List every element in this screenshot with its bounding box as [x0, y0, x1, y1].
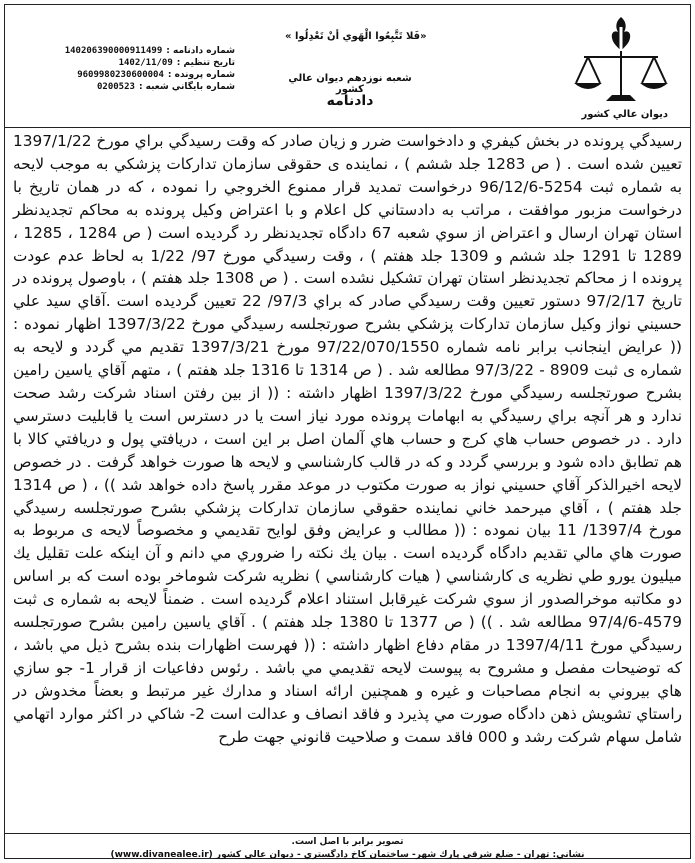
footer-divider: [5, 833, 690, 834]
meta-row: [15, 81, 235, 93]
branch-name: شعبه نوزدهم ديوان عالي كشور: [288, 73, 412, 95]
court-address: نشاني: تهران - ضلع شرقي پارك شهر- ساختمان كاخ دادگستري - ديوان عالي كشور (www.divanealee.ir): [110, 850, 585, 860]
meta-value: 1402/11/09: [118, 58, 173, 68]
document-header: [5, 5, 690, 127]
meta-label: تاريخ تنظيم :: [176, 58, 235, 68]
document-title: دادنامه: [326, 93, 374, 109]
verdict-body-text: رسيدگي پرونده در بخش كيفري و دادخواست ضرر و زيان صادر كه وقت رسيدگي براي مورخ 1397/1/22 تعيين شده است . ( ص 1283 جلد ششم ) ، نماينده ی حقوقی سازمان تداركات پزشكي به موجب لايحه به شماره ثبت 5254-96/12/6 درخواست تمديد قرار ممنوع الخروجي را نموده ، كه در همان تاريخ با درخواست مزبور موافقت ، مراتب به دادستاني كل اعلام و با اعتراض وكيل پرونده به محاكم تجديدنظر استان تهران ارسال و اعتراض از سوي شعبه 67 دادگاه تجديدنظر رد گرديده است ( ص 1284 ، 1285 ، 1289 تا 1291 جلد ششم و 1309 جلد هفتم ) ، وقت رسيدگي مورخ 97/ 1/22 به لحاظ عدم عودت پرونده ا ز محاكم تجديدنظر استان تهران تشكيل نشده است . ( ص 1308 جلد هفتم ) ، باوصول پرونده در تاريخ 97/2/17 دستور تعيين وقت رسيدگي صادر كه براي 97/3/ 22 تعيين گرديده است .آقاي سيد علي حسيني نواز وكيل سازمان تداركات پزشكي بشرح صورتجلسه رسيدگي مورخ 1397/3/22 اظهار نموده : (( عرايض اينجانب برابر نامه شماره 97/22/070/1550 مورخ 1397/3/21 تقديم مي گردد و لايحه به شماره ی ثبت 8909 - 97/3/22 مطالعه شد . ( ص 1314 تا 1316 جلد هفتم ) ، متهم آقاي ياسين رامين بشرح صورتجلسه رسيدگي مورخ 1397/3/22 اظهار داشته : (( از بين رفتن اسناد شركت رشد صحت ندارد و هر آنچه براي رسيدگي به ابهامات پرونده مورد نياز است يا در دسترس است يا قابليت دسترسي دارد . در خصوص حساب هاي كرج و حساب هاي آلمان اصل بر اين است ، دريافتي پول و دريافتي كالا با هم تطابق داده شود و بررسي گردد و كه در قالب كارشناسي و لايحه ها صورت خواهد گرفت . در خصوص لايحه اخيرالذكر آقاي حسيني نواز به صورت مكتوب در موعد مقرر پاسخ داده خواهد شد )) ، ( ص 1314 جلد هفتم ) ، آقاي ميرحمد خاني نماينده حقوقي سازمان تداركات پزشكي بشرح صورتجلسه رسيدگي مورخ 1397/4/ 11 بيان نموده : (( مطالب و عرايض وفق لوايح تقديمي و مخصوصاً لايحه ی مربوط به صورت هاي مالي تقديم دادگاه گرديده است . بيان يك نكته را ضروري مي دانم و آن اينكه علت تقليل يك ميليون يورو طي نظريه ی كارشناسي ( هيات كارشناسي ) نظريه شركت شوماخر بوده است كه بر اساس دو مكاتبه موخرالصدور از سوي شركت غيرقابل استناد اعلام گرديده است . ضمناً لايحه به شماره ی ثبت 4579-97/4/6 مطالعه شد . )) ( ص 1377 تا 1380 جلد هفتم ) . آقاي ياسين رامين بشرح صورتجلسه رسيدگي مورخ 1397/4/11 در مقام دفاع اظهار داشته : (( فهرست اظهارات بنده بشرح ذيل مي باشد ، كه توضيحات مفصل و مشروح به پيوست لايحه تقديمي مي باشد . رئوس دفاعيات از قرار 1- جو سازي هاي بيروني به انجام مصاحبات و غيره و همچنين ارائه اسناد و مدارك غير مرتبط و بعضاً مخدوش در راستاي تشويش ذهن دادگاه صورت مي پذيرد و فاقد انصاف و عدالت است 2- شاكي در اكثر موارد اتهامي شامل سهام شركت رشد و 000 فاقد سمت و صلاحيت قانوني جهت طرح: [13, 132, 683, 746]
meta-label: شماره بايگاني شعبه :: [138, 82, 235, 92]
meta-row: [15, 45, 235, 57]
case-meta: [15, 45, 235, 93]
header-divider: [5, 127, 690, 128]
meta-label: شماره دادنامه :: [166, 46, 235, 56]
meta-value: 9609980230600004: [77, 70, 164, 80]
header-verse: «فَلا تَتَّبِعُوا الْهَوي أنْ تَعْدِلُوا »: [285, 31, 427, 42]
meta-value: 140206390000911499: [64, 46, 163, 56]
meta-label: شماره پرونده :: [167, 70, 235, 80]
meta-row: [15, 57, 235, 69]
meta-value: 0200523: [97, 82, 135, 92]
court-name: ديوان عالي كشور: [581, 109, 668, 120]
iran-emblem-scales-icon: [566, 11, 676, 111]
document-page: [4, 4, 691, 859]
certification-note: تصوير برابر با اصل است.: [291, 837, 404, 847]
meta-row: [15, 69, 235, 81]
